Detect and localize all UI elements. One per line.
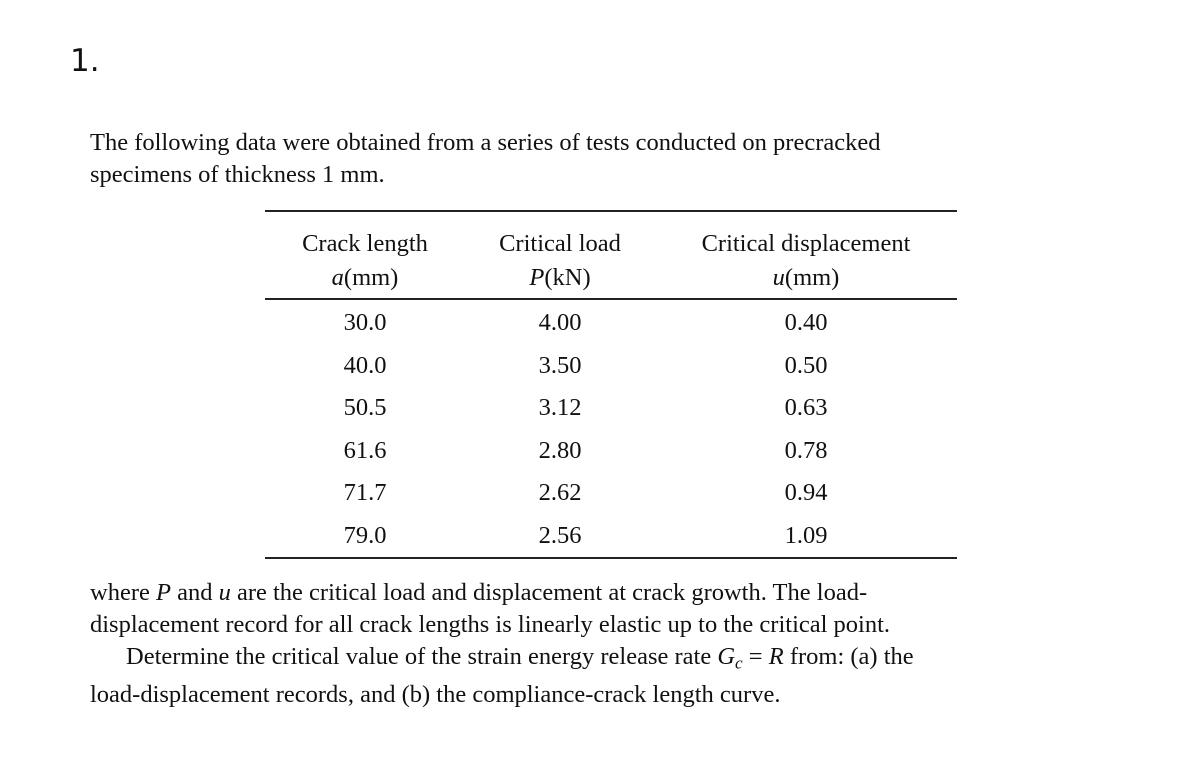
symbol-P: P	[155, 579, 171, 606]
header-critical-displacement: Critical displacement	[655, 211, 957, 258]
table-row	[265, 387, 957, 430]
symbol-G-subscript: c	[735, 653, 743, 673]
header-critical-load: Critical load	[465, 211, 655, 258]
cell-crack-length: 79.0	[265, 515, 465, 559]
problem-number: 1.	[70, 43, 100, 79]
cell-critical-displacement: 1.09	[655, 515, 957, 559]
symbol-R: R	[768, 643, 784, 670]
intro-line-1: The following data were obtained from a series of tests conducted on precracked	[90, 129, 881, 156]
table-row	[265, 472, 957, 515]
intro-line-2: specimens of thickness 1 mm.	[90, 161, 385, 188]
cell-critical-load: 4.00	[538, 309, 582, 337]
cell-critical-displacement: 0.40	[784, 309, 828, 337]
cell-critical-load: 3.50	[538, 351, 582, 379]
cell-crack-length: 50.5	[343, 394, 387, 422]
symbol-G: G	[717, 643, 736, 670]
cell-critical-displacement: 0.50	[784, 351, 828, 379]
closing-line-3: Determine the critical value of the strain energy release rate $G_c = R$ from: (a) the	[126, 643, 914, 673]
closing-line-4: load-displacement records, and (b) the compliance-crack length curve.	[90, 681, 781, 709]
cell-critical-load: 3.12	[538, 394, 582, 422]
cell-critical-displacement: 0.78	[784, 436, 828, 464]
table-row	[265, 299, 957, 345]
unit-critical-load: P(kN)	[465, 258, 655, 299]
cell-critical-displacement: 0.63	[784, 394, 828, 422]
table-unit-row	[265, 258, 957, 299]
cell-crack-length: 71.7	[343, 479, 387, 507]
cell-critical-load: 2.62	[538, 479, 582, 507]
closing-line-2: displacement record for all crack lengths is linearly elastic up to the critical point.	[90, 611, 891, 638]
closing-paragraph	[90, 577, 1140, 711]
table-row	[265, 430, 957, 473]
unit-critical-displacement: u(mm)	[655, 258, 957, 299]
table-row	[265, 515, 957, 559]
cell-critical-load: 2.80	[538, 436, 582, 464]
table-row	[265, 345, 957, 388]
cell-crack-length: 61.6	[343, 436, 387, 464]
cell-crack-length: 30.0	[343, 309, 387, 337]
intro-paragraph	[90, 127, 1140, 191]
unit-crack-length: a(mm)	[265, 258, 465, 299]
table-header-row	[265, 211, 957, 258]
closing-line-1: where P and u are the critical load and displacement at crack growth. The load-	[90, 579, 868, 606]
cell-crack-length: 40.0	[343, 351, 387, 379]
cell-critical-displacement: 0.94	[784, 479, 828, 507]
symbol-u: u	[218, 579, 231, 606]
crack-data-table	[265, 210, 957, 559]
header-crack-length: Crack length	[265, 211, 465, 258]
cell-critical-load: 2.56	[465, 515, 655, 559]
